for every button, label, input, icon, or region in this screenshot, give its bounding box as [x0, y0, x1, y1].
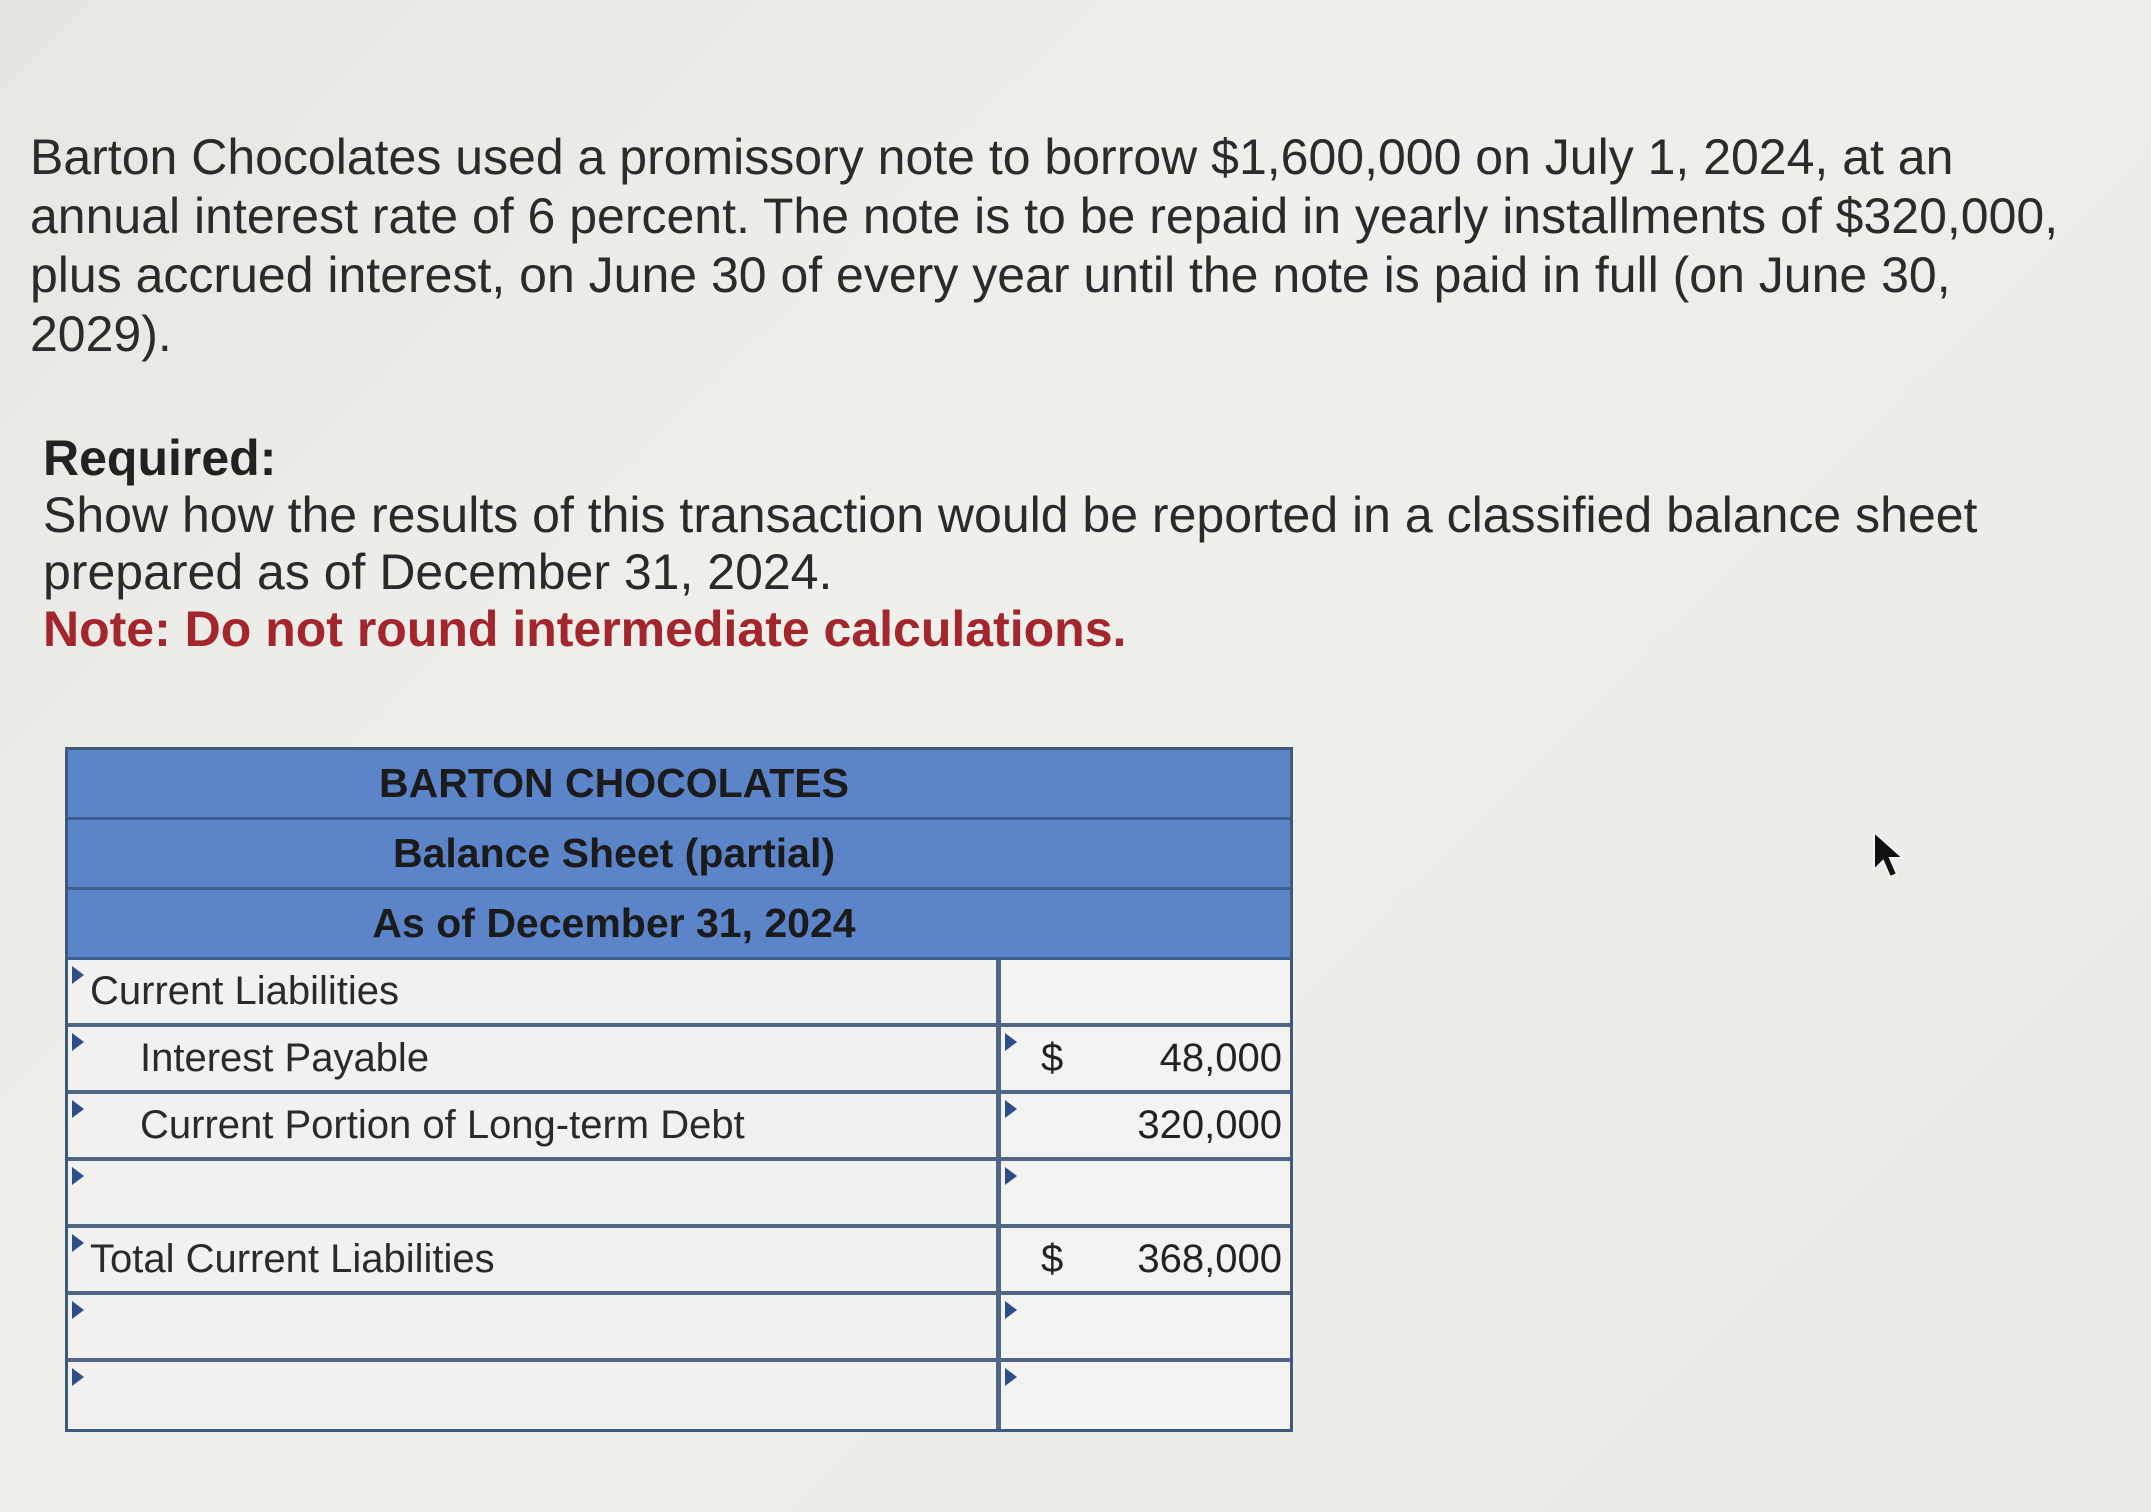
statement-title-header: Balance Sheet (partial)	[68, 820, 1290, 890]
amount-value: 48,000	[1159, 1036, 1282, 1080]
dropdown-marker-icon	[72, 1033, 84, 1051]
row-label-select[interactable]	[68, 1094, 1001, 1157]
table-row	[68, 1094, 1290, 1161]
amount-input[interactable]	[1001, 1362, 1290, 1429]
table-row	[68, 1362, 1290, 1429]
table-row	[68, 960, 1290, 1027]
company-name-header: BARTON CHOCOLATES	[68, 750, 1290, 820]
amount-input[interactable]	[1001, 1295, 1290, 1358]
dropdown-marker-icon	[72, 1368, 84, 1386]
amount-input[interactable]	[1001, 1027, 1290, 1090]
dropdown-marker-icon	[1005, 1033, 1017, 1051]
dropdown-marker-icon	[1005, 1100, 1017, 1118]
dropdown-marker-icon	[72, 1167, 84, 1185]
row-label: Interest Payable	[140, 1036, 430, 1080]
amount-value: 368,000	[1137, 1237, 1282, 1281]
row-label-select[interactable]	[68, 1228, 1001, 1291]
amount-input[interactable]	[1001, 1228, 1290, 1291]
row-label-select[interactable]	[68, 960, 1001, 1023]
dropdown-marker-icon	[72, 1234, 84, 1252]
statement-date-header: As of December 31, 2024	[68, 890, 1290, 960]
dropdown-marker-icon	[1005, 1301, 1017, 1319]
row-label: Current Portion of Long-term Debt	[140, 1103, 745, 1147]
table-row	[68, 1161, 1290, 1228]
table-row	[68, 1027, 1290, 1094]
dropdown-marker-icon	[1005, 1368, 1017, 1386]
row-label-select[interactable]	[68, 1161, 1001, 1224]
dropdown-marker-icon	[72, 1301, 84, 1319]
amount-input[interactable]	[1001, 1161, 1290, 1224]
required-section	[43, 430, 2093, 658]
mouse-pointer-icon	[1870, 830, 1910, 880]
required-heading: Required:	[43, 430, 277, 486]
amount-input[interactable]	[1001, 960, 1290, 1023]
required-text: Show how the results of this transaction would be reported in a classified balance sheet prepared as of December 31, 2024.	[43, 487, 1978, 600]
note-text: Note: Do not round intermediate calculations.	[43, 601, 1127, 657]
balance-sheet-table	[65, 747, 1293, 1432]
amount-value: 320,000	[1137, 1103, 1282, 1147]
problem-statement: Barton Chocolates used a promissory note to borrow $1,600,000 on July 1, 2024, at an annual interest rate of 6 percent. The note is to be repaid in yearly installments of $320,000, plus accrued interest, on June 30 of every year until the note is paid in full (on June 30, 2029).	[30, 129, 2059, 362]
table-row	[68, 1295, 1290, 1362]
row-label-select[interactable]	[68, 1027, 1001, 1090]
row-label: Current Liabilities	[90, 969, 400, 1013]
table-row	[68, 1228, 1290, 1295]
dropdown-marker-icon	[72, 966, 84, 984]
currency-symbol: $	[1041, 1036, 1064, 1080]
dropdown-marker-icon	[72, 1100, 84, 1118]
row-label-select[interactable]	[68, 1295, 1001, 1358]
row-label: Total Current Liabilities	[90, 1237, 495, 1281]
amount-input[interactable]	[1001, 1094, 1290, 1157]
dropdown-marker-icon	[1005, 1167, 1017, 1185]
currency-symbol: $	[1041, 1237, 1064, 1281]
row-label-select[interactable]	[68, 1362, 1001, 1429]
